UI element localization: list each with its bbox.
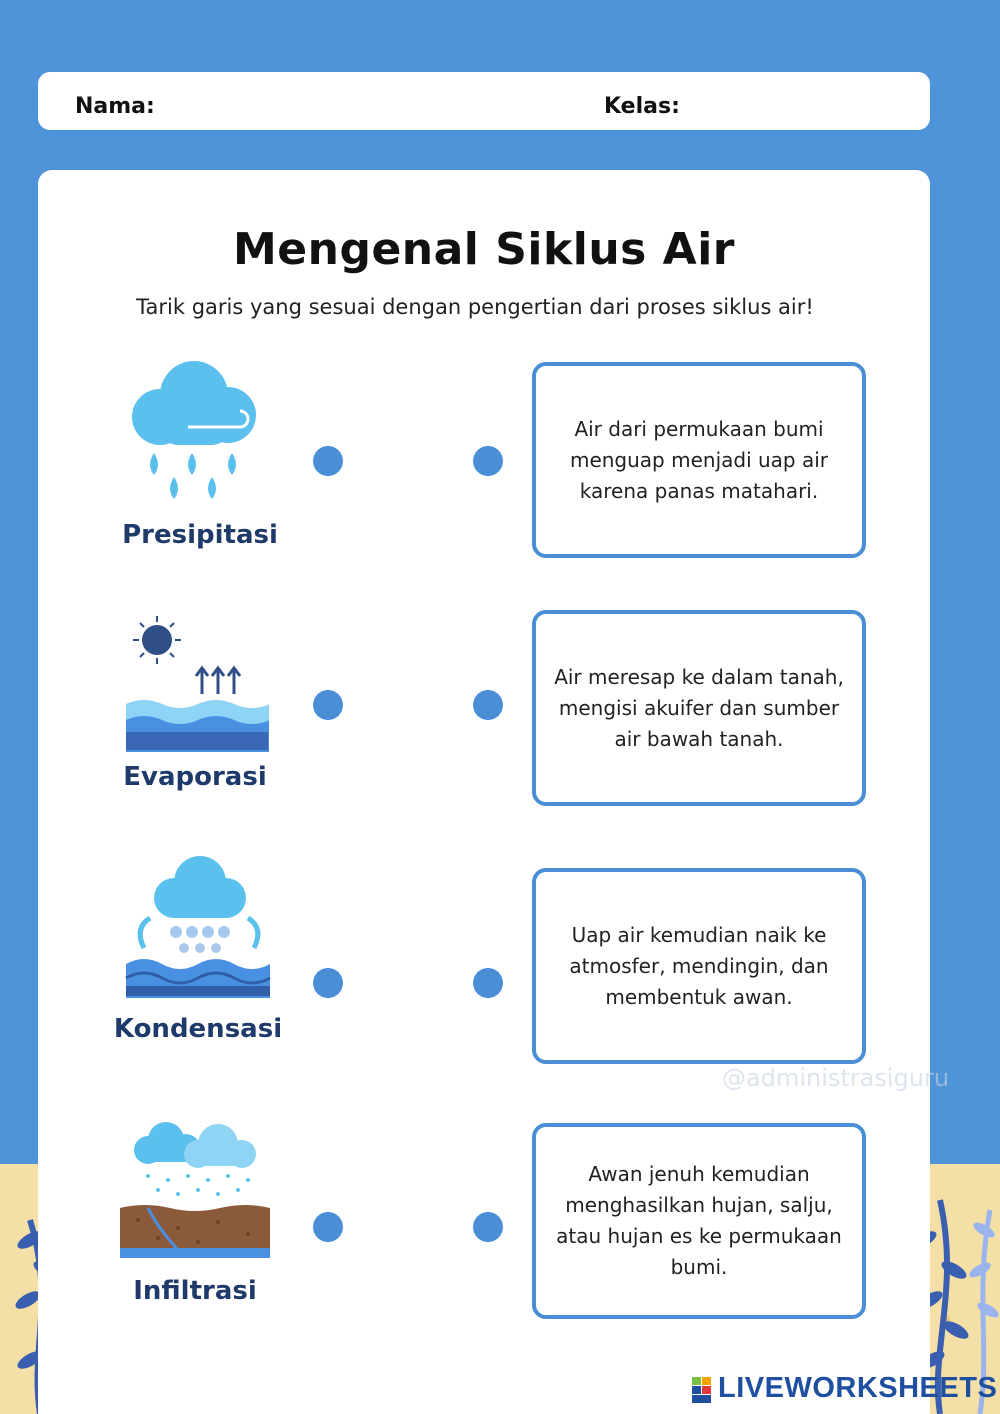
- term-presipitasi: Presipitasi: [122, 520, 278, 550]
- right-connector-dot-3[interactable]: [473, 968, 503, 998]
- definition-box-2: [532, 610, 866, 806]
- soil-infiltration-icon: [118, 1118, 273, 1263]
- right-connector-dot-1[interactable]: [473, 446, 503, 476]
- definition-box-1: [532, 362, 866, 558]
- rain-cloud-icon: [128, 355, 260, 505]
- term-kondensasi: Kondensasi: [113, 1014, 283, 1044]
- definition-text-3: Uap air kemudian naik ke atmosfer, mendingin, dan membentuk awan.: [569, 922, 829, 1009]
- right-connector-dot-4[interactable]: [473, 1212, 503, 1242]
- definition-text-4: Awan jenuh kemudian menghasilkan hujan, salju, atau hujan es ke permukaan bumi.: [556, 1162, 842, 1279]
- liveworksheets-brand: LIVEWORKSHEETS: [718, 1372, 998, 1404]
- kelas-label: Kelas:: [604, 94, 680, 119]
- right-connector-dot-2[interactable]: [473, 690, 503, 720]
- definition-text-2: Air meresap ke dalam tanah, mengisi akuifer dan sumber air bawah tanah.: [554, 664, 844, 751]
- watermark-text: @administrasiguru: [722, 1064, 950, 1092]
- left-connector-dot-4[interactable]: [313, 1212, 343, 1242]
- left-connector-dot-1[interactable]: [313, 446, 343, 476]
- condensation-icon: [124, 852, 272, 998]
- liveworksheets-logo-icon: [692, 1377, 712, 1403]
- left-connector-dot-2[interactable]: [313, 690, 343, 720]
- nama-label: Nama:: [75, 94, 155, 119]
- sun-evaporation-icon: [124, 612, 269, 752]
- definition-box-4: [532, 1123, 866, 1319]
- page-subtitle: Tarik garis yang sesuai dengan pengertian dari proses siklus air!: [136, 295, 814, 319]
- definition-box-3: [532, 868, 866, 1064]
- name-class-bar: [38, 72, 930, 130]
- definition-text-1: Air dari permukaan bumi menguap menjadi uap air karena panas matahari.: [569, 416, 829, 503]
- term-evaporasi: Evaporasi: [123, 762, 267, 792]
- term-infiltrasi: Infiltrasi: [133, 1276, 257, 1306]
- page-title: Mengenal Siklus Air: [233, 224, 735, 275]
- left-connector-dot-3[interactable]: [313, 968, 343, 998]
